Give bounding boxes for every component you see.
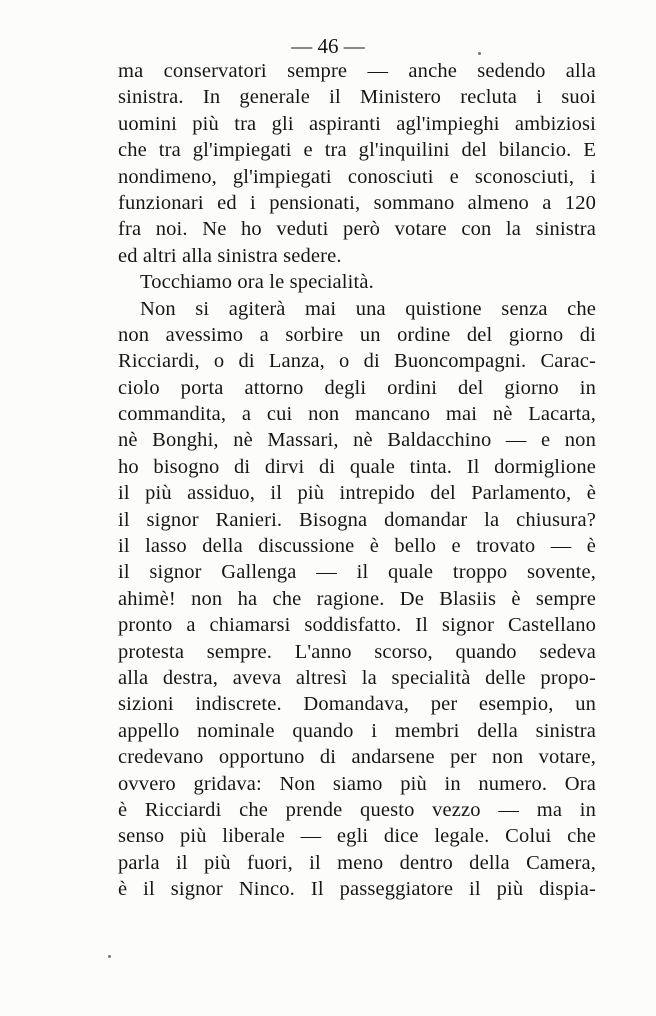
text-line: alla destra, aveva altresì la specialità delle propo- [118,666,596,689]
text-line: funzionari ed i pensionati, sommano almeno a 120 [118,191,596,214]
text-line: che tra gl'impiegati e tra gl'inquilini del bilancio. E [118,139,596,162]
text-line: Non si agiterà mai una quistione senza che [140,297,596,320]
text-line: pronto a chiamarsi soddisfatto. Il signor Castellano [118,614,596,637]
text-line: sizioni indiscrete. Domandava, per esempio, un [118,693,596,716]
text-line: il signor Ranieri. Bisogna domandar la chiusura? [118,508,596,531]
text-line: nè Bonghi, nè Massari, nè Baldacchino — e non [118,429,596,452]
text-line: nondimeno, gl'impiegati conosciuti e sconosciuti, i [118,165,596,188]
text-line: fra noi. Ne ho veduti però votare con la sinistra [118,218,596,241]
paper-speck [478,52,481,55]
text-line: sinistra. In generale il Ministero recluta i suoi [118,86,596,109]
text-line: il signor Gallenga — il quale troppo sovente, [118,561,596,584]
text-line: il lasso della discussione è bello e trovato — è [118,535,596,558]
paper-speck [108,955,111,958]
text-line: protesta sempre. L'anno scorso, quando sedeva [118,640,596,663]
text-line: il più assiduo, il più intrepido del Parlamento, è [118,482,596,505]
text-line: Tocchiamo ora le specialità. [140,271,374,294]
page-number: — 46 — [291,34,365,58]
text-line: ed altri alla sinistra sedere. [118,244,342,267]
text-line: è il signor Ninco. Il passeggiatore il più dispia- [118,878,596,901]
text-line: ovvero gridava: Non siamo più in numero. Ora [118,772,596,795]
text-line: ciolo porta attorno degli ordini del giorno in [118,376,596,399]
text-line: è Ricciardi che prende questo vezzo — ma in [118,798,596,821]
text-line: parla il più fuori, il meno dentro della Camera, [118,851,596,874]
text-line: uomini più tra gli aspiranti agl'impieghi ambiziosi [118,112,596,135]
page-body-text [118,58,596,903]
text-line: non avessimo a sorbire un ordine del giorno di [118,323,596,346]
text-line: credevano opportuno di andarsene per non votare, [118,746,596,769]
text-line: commandita, a cui non mancano mai nè Lacarta, [118,403,596,426]
text-line: appello nominale quando i membri della sinistra [118,719,596,742]
text-line: Ricciardi, o di Lanza, o di Buoncompagni. Carac- [118,350,596,373]
text-line: senso più liberale — egli dice legale. Colui che [118,825,596,848]
text-line: ma conservatori sempre — anche sedendo alla [118,60,596,82]
text-line: ho bisogno di dirvi di quale tinta. Il dormiglione [118,455,596,478]
text-line: ahimè! non ha che ragione. De Blasiis è sempre [118,587,596,610]
